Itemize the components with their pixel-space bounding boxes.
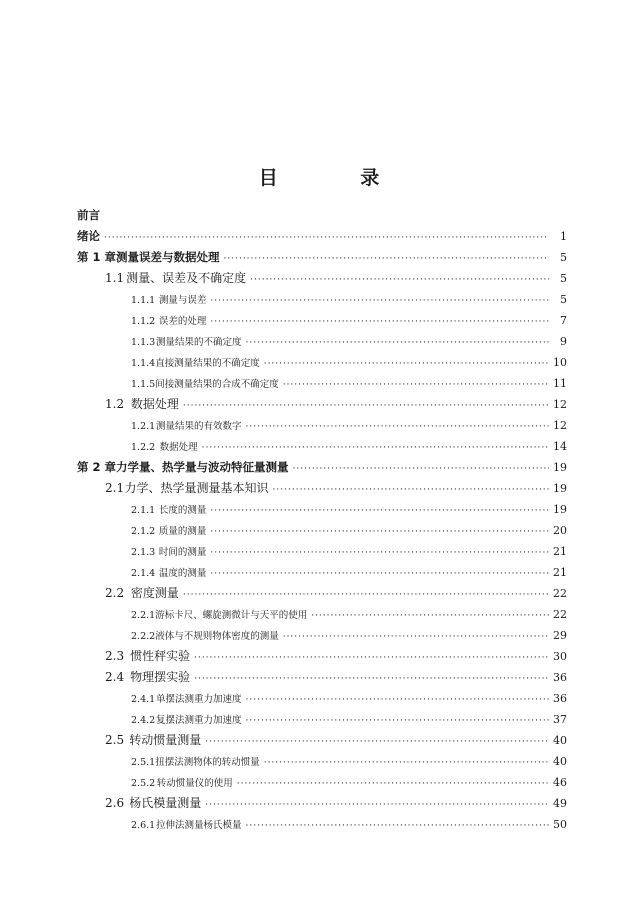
dot-leader [183, 585, 549, 606]
dot-leader [224, 249, 549, 270]
toc-entry[interactable] [77, 226, 567, 247]
toc-entry-page: 36 [553, 692, 567, 705]
toc-entry-number: 2.6 [105, 796, 125, 810]
dot-leader [210, 543, 549, 564]
toc-entry-number: 1.1.5 [131, 379, 156, 390]
toc-entry[interactable] [77, 394, 567, 415]
toc-entry-page: 40 [553, 734, 567, 747]
dot-leader [283, 627, 549, 648]
toc-entry-page: 12 [553, 398, 567, 411]
dot-leader [210, 312, 549, 333]
toc-entry-page: 22 [553, 608, 567, 621]
toc-entry-number: 2.2.1 [131, 610, 156, 621]
toc-entry-number: 1.1 [105, 271, 125, 285]
toc-entry-page: 14 [553, 440, 567, 453]
toc-entry-label: 转动惯量测量 [129, 733, 202, 747]
toc-entry[interactable] [77, 583, 567, 604]
toc-entry-number: 2.5.1 [131, 757, 156, 768]
dot-leader [194, 669, 549, 690]
toc-entry-number: 2.3 [105, 649, 125, 663]
toc-entry[interactable] [77, 730, 567, 751]
toc-entry-label: 物理摆实验 [130, 670, 191, 684]
toc-entry[interactable] [77, 247, 567, 268]
toc-entry-label: 力学、热学量测量基本知识 [124, 481, 269, 495]
toc-entry-page: 19 [553, 461, 567, 474]
toc-entry-page: 36 [553, 671, 567, 684]
toc-entry-number: 1.1.3 [131, 337, 156, 348]
table-of-contents [77, 205, 567, 835]
toc-entry-page: 21 [553, 545, 567, 558]
toc-entry-page: 5 [560, 272, 567, 285]
toc-entry-number: 2.5.2 [131, 778, 156, 789]
toc-entry[interactable] [77, 415, 567, 436]
toc-entry[interactable] [77, 499, 567, 520]
toc-entry-number: 2.1 [105, 481, 125, 495]
toc-entry-number: 1.2 [105, 397, 125, 411]
toc-entry-number: 2.2.2 [131, 631, 156, 642]
dot-leader [264, 354, 549, 375]
toc-entry-number: 1.1.4 [131, 358, 156, 369]
toc-entry[interactable] [77, 793, 567, 814]
toc-entry-label: 复摆法测重力加速度 [156, 715, 242, 726]
dot-leader [246, 711, 549, 732]
toc-entry-number: 2.2 [105, 586, 125, 600]
toc-entry-page: 30 [553, 650, 567, 663]
toc-entry[interactable] [77, 541, 567, 562]
dot-leader [210, 564, 549, 585]
toc-entry-page: 20 [553, 524, 567, 537]
toc-entry[interactable] [77, 436, 567, 457]
toc-entry-number: 2.5 [105, 733, 125, 747]
toc-entry[interactable] [77, 667, 567, 688]
dot-leader [246, 816, 549, 837]
toc-entry-label: 杨氏模量测量 [129, 796, 202, 810]
toc-entry-page: 50 [553, 818, 567, 831]
toc-entry-label: 拉伸法测量杨氏模量 [156, 820, 242, 831]
dot-leader [311, 606, 549, 627]
toc-entry-page: 7 [560, 314, 567, 327]
toc-entry-label: 惯性秤实验 [130, 649, 191, 663]
toc-entry[interactable] [77, 352, 567, 373]
toc-entry-page: 37 [553, 713, 567, 726]
toc-entry-number: 1.2.2 [131, 442, 156, 453]
toc-entry-label: 间接测量结果的合成不确定度 [155, 379, 279, 390]
dot-leader [250, 270, 549, 291]
toc-entry-page: 10 [553, 356, 567, 369]
toc-entry-page: 19 [553, 503, 567, 516]
toc-entry[interactable] [77, 310, 567, 331]
toc-entry-label: 数据处理 [130, 397, 179, 411]
toc-entry[interactable] [77, 457, 567, 478]
toc-entry-page: 22 [553, 587, 567, 600]
toc-entry-label: 前言 [77, 208, 100, 222]
toc-entry-label: 测量与误差 [158, 295, 207, 306]
toc-entry-number: 2.6.1 [131, 820, 156, 831]
toc-entry-page: 11 [553, 377, 567, 390]
toc-entry[interactable] [77, 289, 567, 310]
dot-leader [205, 732, 549, 753]
toc-entry-page: 5 [560, 251, 567, 264]
toc-entry[interactable] [77, 772, 567, 793]
toc-entry-page: 46 [553, 776, 567, 789]
toc-entry-page: 9 [560, 335, 567, 348]
toc-entry-label: 密度测量 [130, 586, 179, 600]
toc-entry-page: 1 [560, 230, 567, 243]
toc-entry[interactable] [77, 751, 567, 772]
toc-entry-label: 单摆法测重力加速度 [156, 694, 242, 705]
toc-entry-page: 12 [553, 419, 567, 432]
dot-leader [210, 501, 549, 522]
toc-entry[interactable] [77, 373, 567, 394]
toc-entry-number: 2.1.3 [131, 547, 156, 558]
toc-entry-page: 49 [553, 797, 567, 810]
toc-entry[interactable] [77, 268, 567, 289]
dot-leader [293, 459, 549, 480]
dot-leader [104, 228, 549, 249]
toc-entry-page: 5 [560, 293, 567, 306]
toc-entry-number: 第 2 章 [77, 460, 117, 474]
toc-entry-number: 第 1 章 [77, 250, 117, 264]
toc-entry[interactable] [77, 604, 567, 625]
toc-entry-label: 测量结果的不确定度 [156, 337, 242, 348]
toc-entry-label: 测量结果的有效数字 [156, 421, 242, 432]
toc-entry-label: 直接测量结果的不确定度 [155, 358, 260, 369]
toc-entry-label: 扭摆法测物体的转动惯量 [155, 757, 260, 768]
dot-leader [205, 795, 549, 816]
toc-entry[interactable] [77, 625, 567, 646]
toc-entry-label: 测量误差与数据处理 [116, 250, 220, 264]
toc-entry[interactable] [77, 478, 567, 499]
toc-entry-label: 测量、误差及不确定度 [126, 271, 247, 285]
dot-leader [210, 522, 549, 543]
toc-entry-number: 2.4.1 [131, 694, 156, 705]
toc-entry-label: 绪论 [77, 229, 100, 243]
dot-leader [264, 753, 549, 774]
toc-entry-label: 质量的测量 [158, 526, 207, 537]
dot-leader [246, 417, 549, 438]
toc-entry[interactable] [77, 520, 567, 541]
dot-leader [210, 291, 549, 312]
toc-entry-label: 游标卡尺、螺旋测微计与天平的使用 [155, 610, 308, 621]
toc-entry-number: 1.1.1 [131, 295, 156, 306]
toc-entry-label: 长度的测量 [158, 505, 207, 516]
toc-entry-page: 29 [553, 629, 567, 642]
toc-entry-number: 1.1.2 [131, 316, 156, 327]
toc-entry[interactable] [77, 205, 567, 226]
toc-entry-page: 40 [553, 755, 567, 768]
toc-entry[interactable] [77, 709, 567, 730]
toc-entry-page: 21 [553, 566, 567, 579]
dot-leader [273, 480, 549, 501]
toc-entry-label: 温度的测量 [158, 568, 207, 579]
toc-entry-number: 2.1.4 [131, 568, 156, 579]
dot-leader [246, 690, 549, 711]
toc-entry-number: 1.2.1 [131, 421, 156, 432]
toc-entry-number: 2.4.2 [131, 715, 156, 726]
dot-leader [246, 333, 549, 354]
page-title: 目 录 [258, 167, 418, 189]
toc-entry-label: 液体与不规则物体密度的测量 [155, 631, 279, 642]
toc-entry[interactable] [77, 646, 567, 667]
toc-entry-page: 19 [553, 482, 567, 495]
toc-entry[interactable] [77, 688, 567, 709]
dot-leader [202, 438, 549, 459]
toc-entry[interactable] [77, 562, 567, 583]
toc-entry-label: 误差的处理 [158, 316, 207, 327]
toc-entry-label: 时间的测量 [158, 547, 207, 558]
toc-entry[interactable] [77, 331, 567, 352]
toc-entry-number: 2.4 [105, 670, 125, 684]
toc-entry-number: 2.1.2 [131, 526, 156, 537]
toc-entry-label: 转动惯量仪的使用 [156, 778, 233, 789]
toc-entry-label: 力学量、热学量与波动特征量测量 [116, 460, 289, 474]
toc-entry-number: 2.1.1 [131, 505, 156, 516]
toc-entry[interactable] [77, 814, 567, 835]
toc-entry-label: 数据处理 [159, 442, 198, 453]
dot-leader [283, 375, 549, 396]
dot-leader [183, 396, 549, 417]
dot-leader [237, 774, 549, 795]
dot-leader [194, 648, 549, 669]
